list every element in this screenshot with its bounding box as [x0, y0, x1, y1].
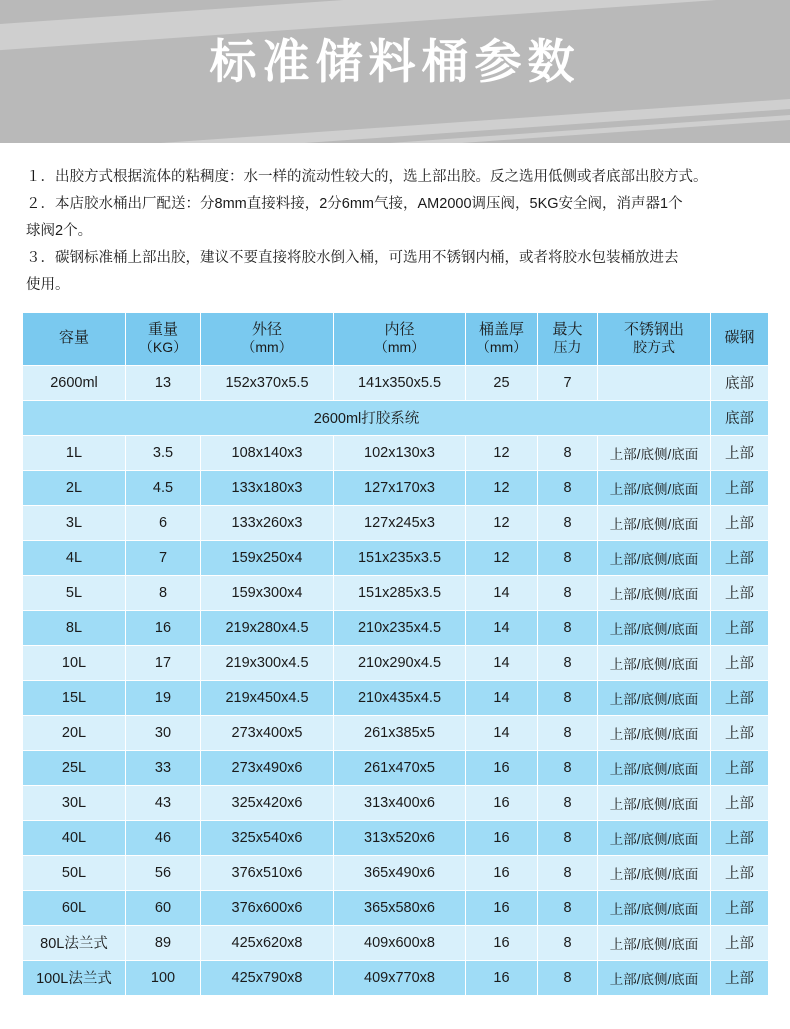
cell-outer-diameter: 376x600x6: [201, 890, 334, 925]
cell-stainless-outlet: 上部/底侧/底面: [598, 750, 711, 785]
cell-weight: 30: [126, 715, 201, 750]
cell-weight: 33: [126, 750, 201, 785]
cell-carbon-steel: 上部: [711, 505, 769, 540]
col-header-carbon-steel-main: 碳钢: [724, 329, 755, 347]
table-row: [23, 575, 769, 610]
table-row: [23, 505, 769, 540]
table-row: [23, 715, 769, 750]
cell-capacity: 4L: [23, 540, 126, 575]
page-banner: [0, 0, 790, 143]
cell-capacity: 40L: [23, 820, 126, 855]
cell-capacity: 100L法兰式: [23, 960, 126, 995]
col-header-carbon-steel: [711, 312, 769, 365]
cell-lid-thickness: 12: [466, 505, 538, 540]
table-row: [23, 925, 769, 960]
cell-outer-diameter: 425x790x8: [201, 960, 334, 995]
cell-outer-diameter: 425x620x8: [201, 925, 334, 960]
cell-stainless-outlet: 上部/底侧/底面: [598, 890, 711, 925]
cell-max-pressure: 8: [538, 820, 598, 855]
cell-weight: 3.5: [126, 435, 201, 470]
cell-carbon-steel: 上部: [711, 610, 769, 645]
table-row: [23, 610, 769, 645]
cell-carbon-steel: 上部: [711, 855, 769, 890]
cell-max-pressure: 8: [538, 890, 598, 925]
cell-inner-diameter: 127x170x3: [334, 470, 466, 505]
cell-weight: 8: [126, 575, 201, 610]
col-header-lid-thickness-unit: （mm）: [475, 339, 528, 356]
cell-lid-thickness: 14: [466, 610, 538, 645]
cell-stainless-outlet: 上部/底侧/底面: [598, 505, 711, 540]
cell-max-pressure: 8: [538, 855, 598, 890]
col-header-lid-thickness: [466, 312, 538, 365]
cell-capacity: 2600ml: [23, 365, 126, 400]
cell-system-label: 2600ml打胶系统: [23, 400, 711, 435]
cell-carbon-steel: 上部: [711, 575, 769, 610]
cell-max-pressure: 7: [538, 365, 598, 400]
cell-outer-diameter: 219x300x4.5: [201, 645, 334, 680]
cell-outer-diameter: 159x300x4: [201, 575, 334, 610]
cell-max-pressure: 8: [538, 960, 598, 995]
cell-outer-diameter: 133x180x3: [201, 470, 334, 505]
cell-carbon-steel: 上部: [711, 435, 769, 470]
cell-stainless-outlet: 上部/底侧/底面: [598, 820, 711, 855]
table-header-row: [23, 312, 769, 365]
col-header-capacity-main: 容量: [58, 329, 89, 347]
cell-stainless-outlet: 上部/底侧/底面: [598, 680, 711, 715]
cell-stainless-outlet: 上部/底侧/底面: [598, 715, 711, 750]
cell-weight: 17: [126, 645, 201, 680]
note-item-2-cont: 球阀2个。: [26, 222, 93, 239]
cell-capacity: 5L: [23, 575, 126, 610]
table-body: [23, 365, 769, 995]
cell-lid-thickness: 14: [466, 575, 538, 610]
col-header-inner-diameter: [334, 312, 466, 365]
page-title: 标准储料桶参数: [209, 35, 581, 88]
cell-outer-diameter: 133x260x3: [201, 505, 334, 540]
cell-lid-thickness: 16: [466, 750, 538, 785]
cell-inner-diameter: 210x290x4.5: [334, 645, 466, 680]
cell-stainless-outlet: 上部/底侧/底面: [598, 610, 711, 645]
table-row: [23, 470, 769, 505]
cell-stainless-outlet: 上部/底侧/底面: [598, 925, 711, 960]
cell-weight: 60: [126, 890, 201, 925]
cell-max-pressure: 8: [538, 785, 598, 820]
col-header-weight-main: 重量: [147, 320, 178, 338]
cell-weight: 7: [126, 540, 201, 575]
cell-lid-thickness: 16: [466, 960, 538, 995]
cell-max-pressure: 8: [538, 750, 598, 785]
cell-capacity: 2L: [23, 470, 126, 505]
cell-carbon-steel: 上部: [711, 540, 769, 575]
cell-stainless-outlet: 上部/底侧/底面: [598, 785, 711, 820]
cell-outer-diameter: 376x510x6: [201, 855, 334, 890]
cell-inner-diameter: 151x235x3.5: [334, 540, 466, 575]
cell-stainless-outlet: 上部/底侧/底面: [598, 645, 711, 680]
cell-inner-diameter: 409x600x8: [334, 925, 466, 960]
cell-inner-diameter: 141x350x5.5: [334, 365, 466, 400]
cell-carbon-steel: 底部: [711, 400, 769, 435]
col-header-capacity: [23, 312, 126, 365]
cell-carbon-steel: 上部: [711, 470, 769, 505]
cell-capacity: 8L: [23, 610, 126, 645]
cell-lid-thickness: 16: [466, 925, 538, 960]
cell-carbon-steel: 上部: [711, 960, 769, 995]
cell-weight: 100: [126, 960, 201, 995]
cell-carbon-steel: 上部: [711, 890, 769, 925]
cell-lid-thickness: 14: [466, 715, 538, 750]
cell-inner-diameter: 102x130x3: [334, 435, 466, 470]
cell-carbon-steel: 上部: [711, 715, 769, 750]
banner-stripe-mid: [0, 82, 790, 143]
cell-outer-diameter: 325x420x6: [201, 785, 334, 820]
cell-weight: 89: [126, 925, 201, 960]
col-header-stainless-outlet: [598, 312, 711, 365]
col-header-outer-diameter-unit: （mm）: [241, 339, 293, 356]
col-header-outer-diameter: [201, 312, 334, 365]
col-header-lid-thickness-main: 桶盖厚: [478, 320, 524, 338]
cell-outer-diameter: 273x490x6: [201, 750, 334, 785]
cell-inner-diameter: 409x770x8: [334, 960, 466, 995]
cell-max-pressure: 8: [538, 505, 598, 540]
col-header-inner-diameter-unit: （mm）: [373, 339, 426, 356]
cell-inner-diameter: 210x235x4.5: [334, 610, 466, 645]
cell-outer-diameter: 325x540x6: [201, 820, 334, 855]
col-header-weight: [126, 312, 201, 365]
cell-max-pressure: 8: [538, 435, 598, 470]
cell-max-pressure: 8: [538, 645, 598, 680]
table-row: [23, 435, 769, 470]
cell-outer-diameter: 152x370x5.5: [201, 365, 334, 400]
cell-capacity: 25L: [23, 750, 126, 785]
cell-lid-thickness: 25: [466, 365, 538, 400]
cell-stainless-outlet: 上部/底侧/底面: [598, 435, 711, 470]
cell-lid-thickness: 12: [466, 470, 538, 505]
col-header-stainless-outlet-unit: 胶方式: [633, 339, 675, 356]
col-header-inner-diameter-main: 内径: [384, 320, 415, 338]
cell-weight: 13: [126, 365, 201, 400]
cell-weight: 6: [126, 505, 201, 540]
col-header-max-pressure: [538, 312, 598, 365]
cell-outer-diameter: 219x280x4.5: [201, 610, 334, 645]
cell-capacity: 20L: [23, 715, 126, 750]
cell-capacity: 30L: [23, 785, 126, 820]
cell-weight: 16: [126, 610, 201, 645]
cell-inner-diameter: 365x580x6: [334, 890, 466, 925]
cell-stainless-outlet: 上部/底侧/底面: [598, 540, 711, 575]
cell-lid-thickness: 12: [466, 435, 538, 470]
table-row: [23, 855, 769, 890]
cell-capacity: 3L: [23, 505, 126, 540]
table-row: [23, 400, 769, 435]
cell-inner-diameter: 313x400x6: [334, 785, 466, 820]
cell-inner-diameter: 151x285x3.5: [334, 575, 466, 610]
cell-stainless-outlet: 上部/底侧/底面: [598, 855, 711, 890]
cell-max-pressure: 8: [538, 925, 598, 960]
cell-inner-diameter: 210x435x4.5: [334, 680, 466, 715]
cell-inner-diameter: 261x470x5: [334, 750, 466, 785]
cell-outer-diameter: 159x250x4: [201, 540, 334, 575]
cell-max-pressure: 8: [538, 680, 598, 715]
cell-outer-diameter: 108x140x3: [201, 435, 334, 470]
cell-weight: 19: [126, 680, 201, 715]
cell-stainless-outlet: 上部/底侧/底面: [598, 960, 711, 995]
cell-lid-thickness: 16: [466, 890, 538, 925]
table-row: [23, 820, 769, 855]
table-row: [23, 645, 769, 680]
cell-max-pressure: 8: [538, 610, 598, 645]
cell-weight: 46: [126, 820, 201, 855]
cell-carbon-steel: 底部: [711, 365, 769, 400]
cell-stainless-outlet: [598, 365, 711, 400]
cell-weight: 4.5: [126, 470, 201, 505]
cell-carbon-steel: 上部: [711, 680, 769, 715]
cell-lid-thickness: 16: [466, 785, 538, 820]
cell-max-pressure: 8: [538, 540, 598, 575]
cell-outer-diameter: 273x400x5: [201, 715, 334, 750]
cell-capacity: 1L: [23, 435, 126, 470]
cell-capacity: 80L法兰式: [23, 925, 126, 960]
cell-max-pressure: 8: [538, 575, 598, 610]
table-row: [23, 540, 769, 575]
table-row: [23, 890, 769, 925]
cell-carbon-steel: 上部: [711, 925, 769, 960]
cell-lid-thickness: 14: [466, 645, 538, 680]
cell-weight: 56: [126, 855, 201, 890]
note-item-2: ２．本店胶水桶出厂配送：分8mm直接料接，2分6mm气接，AM2000调压阀，5KG安全阀，消声器1个: [26, 195, 683, 212]
cell-stainless-outlet: 上部/底侧/底面: [598, 470, 711, 505]
cell-capacity: 15L: [23, 680, 126, 715]
spec-table-wrapper: [0, 308, 790, 996]
note-item-3: ３．碳钢标准桶上部出胶，建议不要直接将胶水倒入桶，可选用不锈钢内桶，或者将胶水包装桶放进去: [26, 249, 679, 266]
cell-lid-thickness: 12: [466, 540, 538, 575]
cell-carbon-steel: 上部: [711, 645, 769, 680]
cell-max-pressure: 8: [538, 715, 598, 750]
cell-lid-thickness: 16: [466, 855, 538, 890]
cell-inner-diameter: 365x490x6: [334, 855, 466, 890]
cell-stainless-outlet: 上部/底侧/底面: [598, 575, 711, 610]
note-item-1: １．出胶方式根据流体的粘稠度：水一样的流动性较大的，选上部出胶。反之选用低侧或者底部出胶方式。: [26, 169, 708, 185]
note-item-3-cont: 使用。: [26, 276, 70, 293]
cell-carbon-steel: 上部: [711, 785, 769, 820]
cell-inner-diameter: 127x245x3: [334, 505, 466, 540]
table-row: [23, 960, 769, 995]
col-header-outer-diameter-main: 外径: [251, 320, 282, 338]
cell-capacity: 50L: [23, 855, 126, 890]
table-row: [23, 680, 769, 715]
notes-section: [0, 143, 790, 308]
cell-lid-thickness: 16: [466, 820, 538, 855]
col-header-max-pressure-unit: 压力: [553, 339, 582, 356]
cell-inner-diameter: 313x520x6: [334, 820, 466, 855]
cell-capacity: 10L: [23, 645, 126, 680]
table-row: [23, 785, 769, 820]
cell-inner-diameter: 261x385x5: [334, 715, 466, 750]
col-header-stainless-outlet-main: 不锈钢出: [623, 320, 684, 338]
cell-carbon-steel: 上部: [711, 820, 769, 855]
cell-weight: 43: [126, 785, 201, 820]
col-header-max-pressure-main: 最大: [552, 320, 583, 338]
spec-table: [22, 312, 769, 996]
cell-lid-thickness: 14: [466, 680, 538, 715]
table-row: [23, 750, 769, 785]
cell-capacity: 60L: [23, 890, 126, 925]
cell-outer-diameter: 219x450x4.5: [201, 680, 334, 715]
table-row: [23, 365, 769, 400]
cell-carbon-steel: 上部: [711, 750, 769, 785]
cell-max-pressure: 8: [538, 470, 598, 505]
col-header-weight-unit: （KG）: [138, 339, 188, 356]
